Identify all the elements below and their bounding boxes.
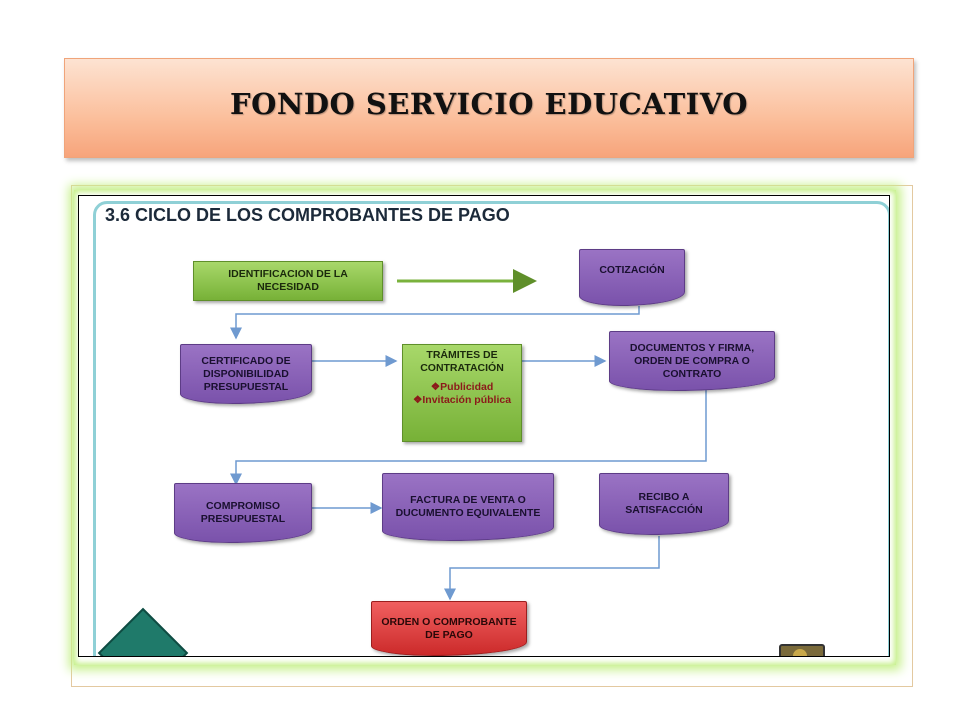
arrow-cotizacion-to-certificado: [236, 306, 639, 338]
flow-diagram: [78, 195, 890, 657]
tramites-item-publicidad: ❖Publicidad: [430, 381, 494, 393]
seal-icon: [779, 644, 825, 657]
node-cotizacion-label: COTIZACIÓN: [599, 264, 665, 276]
node-orden: [371, 601, 527, 656]
arrow-recibo-to-orden: [450, 536, 659, 599]
tramites-list: [413, 381, 511, 407]
slide-title-banner: [64, 58, 914, 158]
bullet-icon: ❖: [430, 381, 441, 393]
node-certificado-label: CERTIFICADO DE DISPONIBILIDAD PRESUPUESTAL: [201, 354, 291, 393]
node-factura-label: FACTURA DE VENTA O DUCUMENTO EQUIVALENTE: [395, 494, 541, 519]
node-cotizacion: [579, 249, 685, 306]
bullet-icon: ❖: [412, 394, 423, 406]
node-factura: [382, 473, 554, 541]
node-identificacion: [193, 261, 383, 301]
node-orden-label: ORDEN O COMPROBANTE DE PAGO: [381, 615, 517, 641]
node-documentos: [609, 331, 775, 391]
node-certificado: [180, 344, 312, 404]
node-tramites: [402, 344, 522, 442]
node-recibo: [599, 473, 729, 535]
slide-title: FONDO SERVICIO EDUCATIVO: [230, 87, 748, 121]
node-recibo-label: RECIBO A SATISFACCIÓN: [625, 491, 703, 516]
node-documentos-label: DOCUMENTOS Y FIRMA, ORDEN DE COMPRA O CONTRATO: [629, 341, 755, 380]
diagram-title: 3.6 CICLO DE LOS COMPROBANTES DE PAGO: [105, 205, 510, 225]
tramites-item-invitacion: ❖Invitación pública: [412, 394, 512, 406]
node-compromiso-label: COMPROMISO PRESUPUESTAL: [200, 500, 286, 525]
node-tramites-title: TRÁMITES DE CONTRATACIÓN: [420, 349, 504, 374]
node-identificacion-label: IDENTIFICACION DE LA NECESIDAD: [228, 268, 348, 293]
node-compromiso: [174, 483, 312, 543]
